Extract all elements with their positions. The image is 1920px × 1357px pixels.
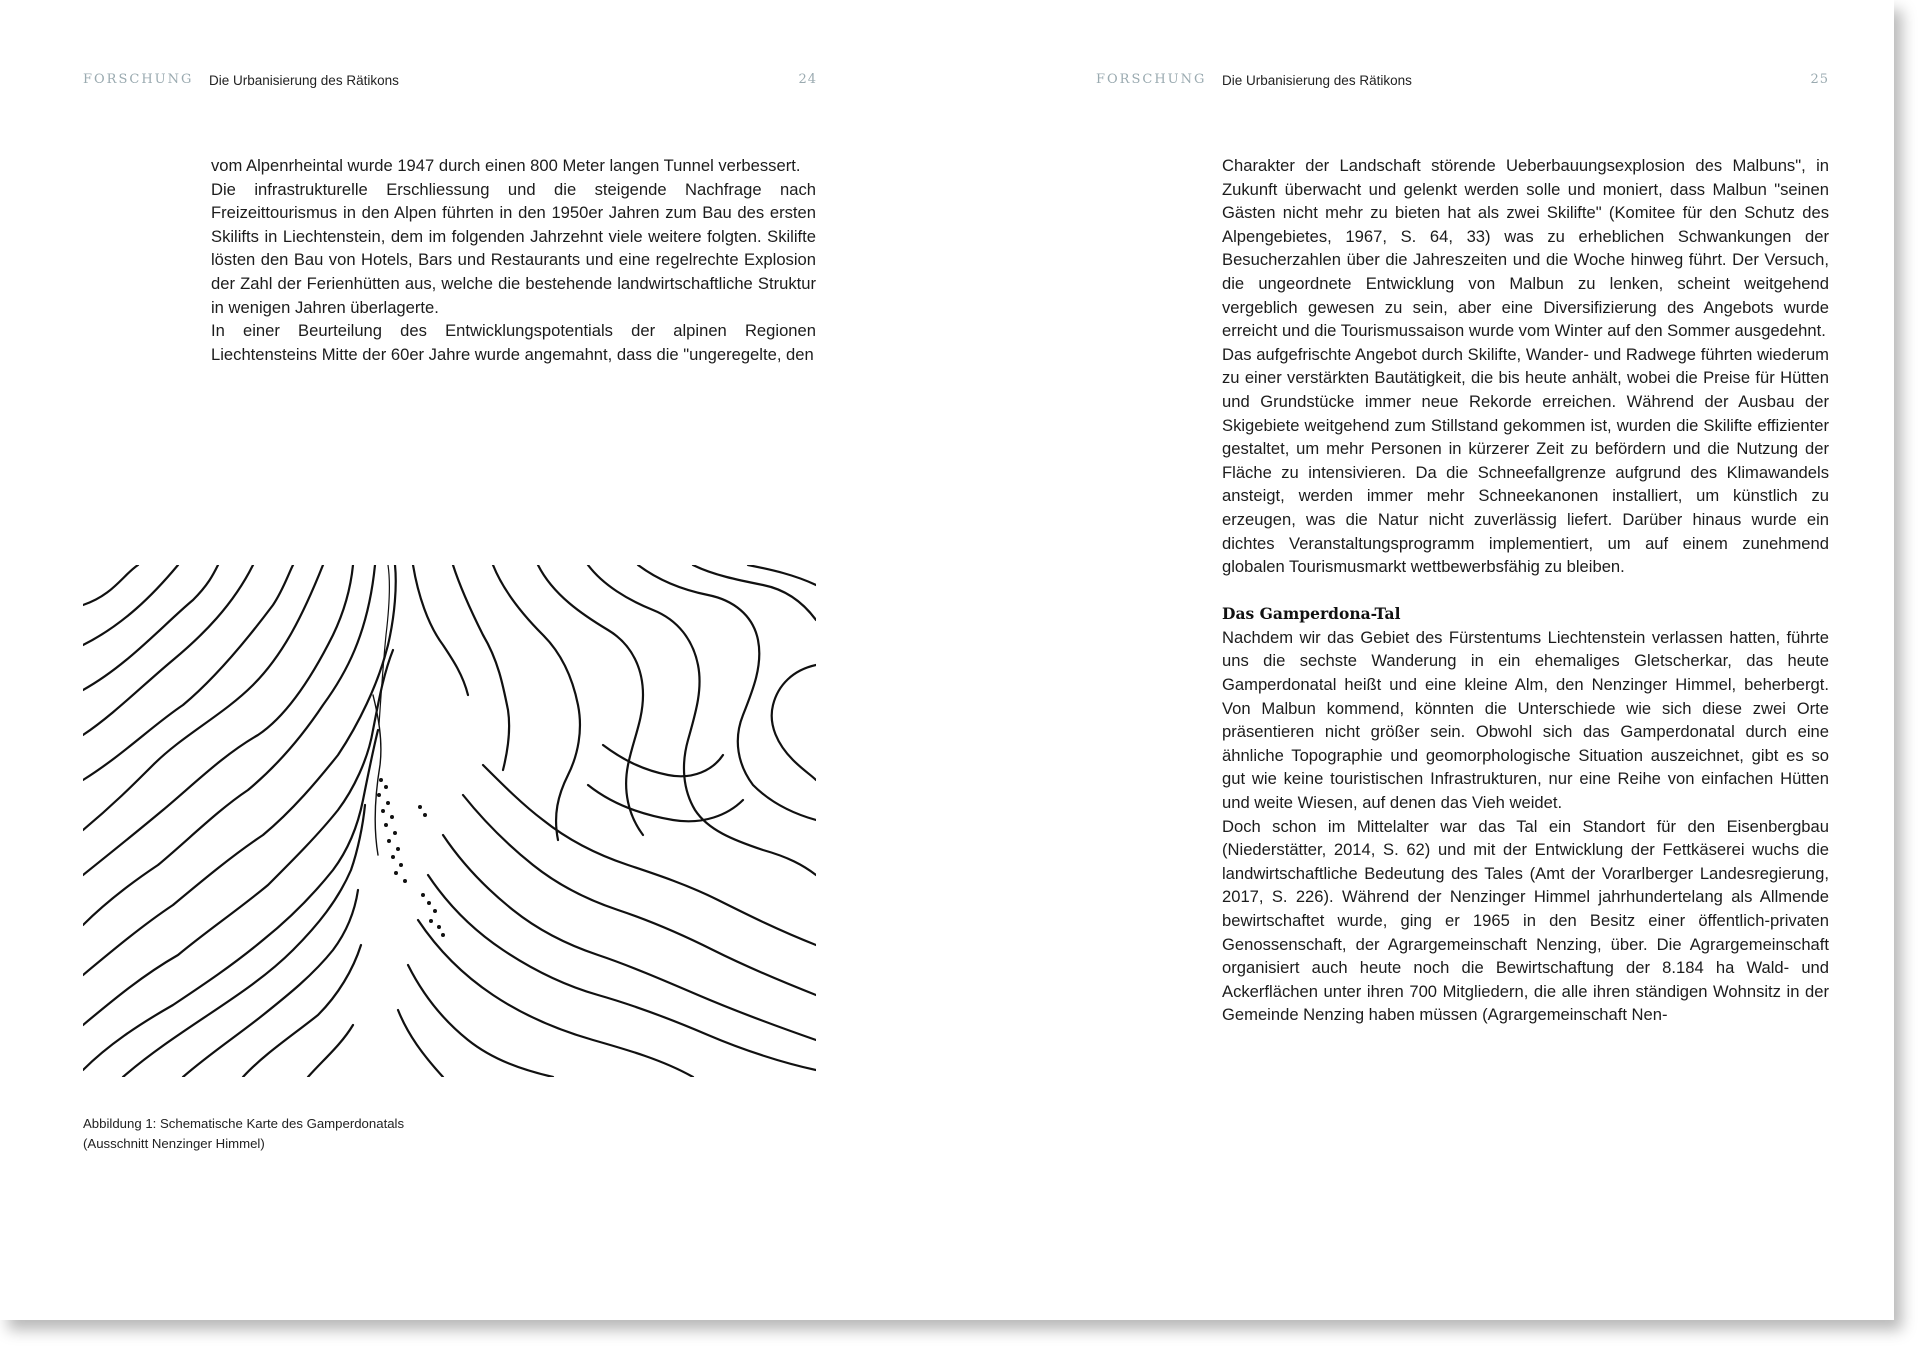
spacer xyxy=(1222,579,1829,603)
running-title: Die Urbanisierung des Rätikons xyxy=(1222,73,1412,88)
paragraph: Das aufgefrischte Angebot durch Skilifte, Wander- und Radwege führten wiederum zu einer verstärkten Bautätigkeit, die bis heute anhält, wobei die Preise für Hütten und Grundstücke immer neue Rekorde erreichen. Während der Ausbau der Skigebiete weitgehend zum Stillstand gekommen ist, wurden die Skilifte effizienter gestaltet, um mehr Personen in kürzerer Zeit zu befördern und die Nutzung der Fläche zu intensivieren. Da die Schneefallgrenze aufgrund des Klimawandels ansteigt, werden immer mehr Schneekanonen installiert, um künstlich zu erzeugen, was die Natur nicht zuverlässig liefert. Darüber hinaus wurde ein dichtes Veranstaltungsprogramm implementiert, um auf einem zunehmend globalen Tourismusmarkt wettbewerbsfähig zu bleiben. xyxy=(1222,344,1829,577)
caption-line: Abbildung 1: Schematische Karte des Gamperdonatals xyxy=(83,1116,405,1131)
section-label: FORSCHUNG xyxy=(1096,72,1207,87)
caption-line: (Ausschnitt Nenzinger Himmel) xyxy=(83,1136,265,1151)
contour-map-icon xyxy=(83,565,816,1077)
right-body-text xyxy=(1222,154,1829,1027)
paragraph: In einer Beurteilung des Entwicklungspotentials der alpinen Regionen Liechtensteins Mitte der 60er Jahre wurde angemahnt, dass die "ungeregelte, den xyxy=(211,321,816,364)
paragraph: Nachdem wir das Gebiet des Fürstentums Liechtenstein verlassen hatten, führte uns die sechste Wanderung in ein ehemaliges Gletscherkar, das heute Gamperdonatal heißt und eine kleine Alm, den Nenzinger Himmel, beherbergt. Von Malbun kommend, könnten die Unterschiede wie sich diese zwei Orte präsentieren nicht größer sein. Obwohl sich das Gamperdonatal durch eine ähnliche Topographie und geomorphologische Situation auszeichnet, gibt es so gut wie keine touristischen Infrastrukturen, nur eine Reihe von einfachen Hütten und weite Wiesen, auf denen das Vieh weidet. xyxy=(1222,627,1829,813)
left-page-header xyxy=(83,72,817,92)
left-body-text xyxy=(211,154,816,366)
paragraph: Doch schon im Mittelalter war das Tal ein Standort für den Eisenbergbau (Niederstätter, 2014, S. 62) und mit der Entwicklung der Fettkäserei wuchs die landwirtschaftliche Bedeutung des Tales (Amt der Vorarlberger Landesregierung, 2017, S. 226). Während der Nenzinger Himmel jahrhundertelang als Allmende bewirtschaftet wurde, ging er 1965 in den Besitz einer öffentlich-privaten Genossenschaft, der Agrargemeinschaft Nenzing, über. Die Agrargemeinschaft organisiert auch heute noch die Bewirtschaftung der 8.184 ha Wald- und Ackerflächen unter ihren 700 Mitgliedern, die alle ihren ständigen Wohnsitz in der Gemeinde Nenzing haben müssen (Agrargemeinschaft Nen- xyxy=(1222,816,1829,1025)
paragraph: vom Alpenrheintal wurde 1947 durch einen 800 Meter langen Tunnel verbessert. xyxy=(211,156,801,175)
running-title: Die Urbanisierung des Rätikons xyxy=(209,73,399,88)
paragraph: Die infrastrukturelle Erschliessung und die steigende Nachfrage nach Freizeittourismus in den Alpen führten in den 1950er Jahren zum Bau des ersten Skilifts in Liechtenstein, dem im folgenden Jahrzehnt viele weitere folgten. Skilifte lösten den Bau von Hotels, Bars und Restaurants und eine regelrechte Explosion der Zahl der Ferienhütten aus, welche die bestehende landwirtschaftliche Struktur in wenigen Jahren überlagerte. xyxy=(211,179,816,317)
figure-caption xyxy=(83,1114,404,1154)
paragraph: Charakter der Landschaft störende Ueberbauungsexplosion des Malbuns", in Zukunft überwacht und gelenkt werden solle und moniert, dass Malbun "seinen Gästen nicht mehr zu bieten hat als zwei Skilifte" (Komitee für den Schutz des Alpengebietes, 1967, S. 64, 33) was zu erheblichen Schwankungen der Besucherzahlen über die Jahreszeiten und die Woche hinweg führt. Der Versuch, die ungeordnete Entwicklung von Malbun zu lenken, scheint weitgehend vergeblich gewesen zu sein, aber eine Diversifizierung des Angebots wurde erreicht und die Tourismussaison wurde vom Winter auf den Sommer ausgedehnt. xyxy=(1222,156,1829,341)
page-number: 25 xyxy=(1810,72,1829,87)
contour-map-figure xyxy=(83,565,816,1077)
section-label: FORSCHUNG xyxy=(83,72,194,87)
right-page-header xyxy=(1096,72,1829,92)
section-subheading: Das Gamperdona-Tal xyxy=(1222,604,1401,624)
page-number: 24 xyxy=(798,72,817,87)
